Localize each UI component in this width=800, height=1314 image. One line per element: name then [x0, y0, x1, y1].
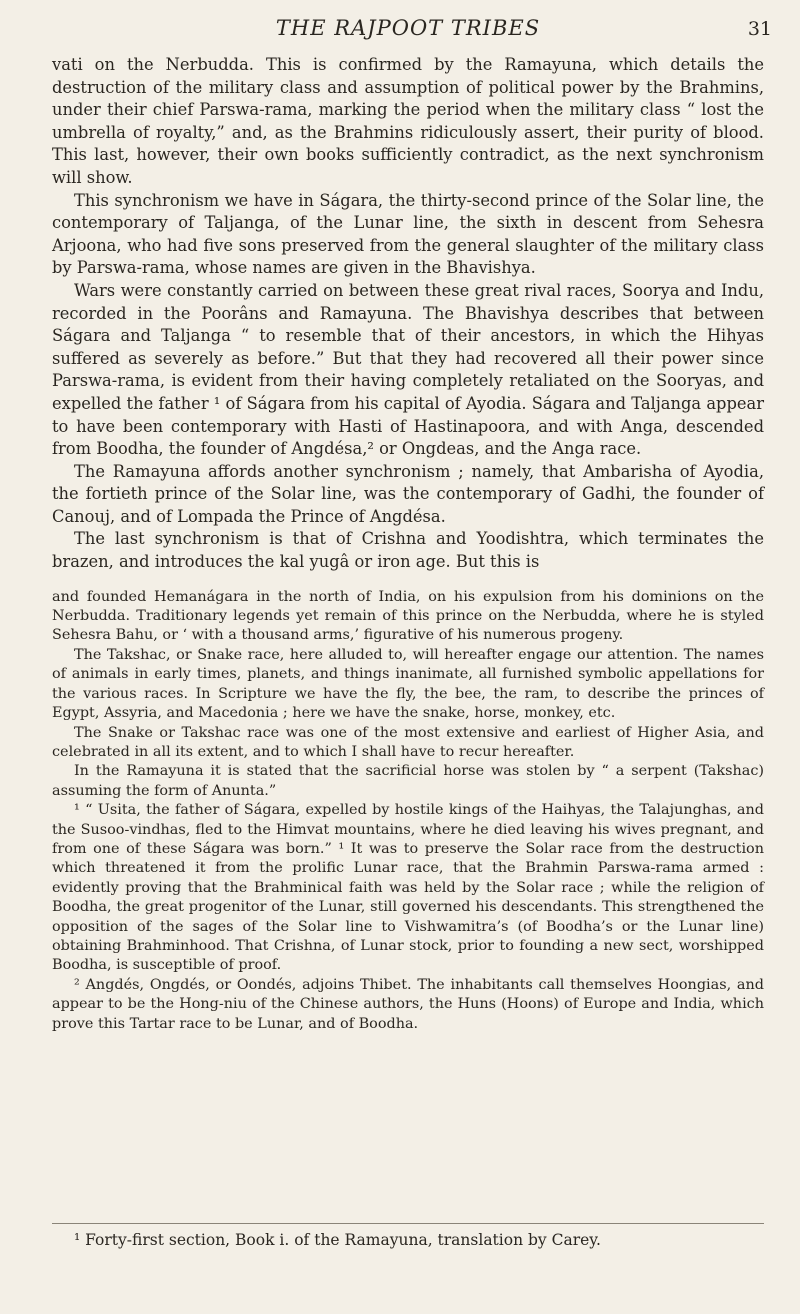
note-paragraph: The Takshac, or Snake race, here alluded to, will hereafter engage our attention. The names of animals in early times, planets, and things inanimate, all furnished symbolic appellations for the various races. In Scripture we have the fly, the bee, the ram, to describe the princes of Egypt, Assyria, and Macedonia ; here we have the snake, horse, monkey, etc.: [52, 646, 764, 722]
page-header: [52, 14, 772, 48]
running-title: THE RAJPOOT TRIBES: [275, 16, 541, 40]
main-text: [52, 54, 764, 574]
footnote-divider: [52, 1223, 764, 1224]
note-paragraph: The Snake or Takshac race was one of the most extensive and earliest of Higher Asia, and celebrated in all its extent, and to which I shall have to recur hereafter.: [52, 724, 764, 760]
note-paragraph: and founded Hemanágara in the north of India, on his expulsion from his dominions on the Nerbudda. Traditionary legends yet remain of this prince on the Nerbudda, where he is styled Sehesra Bahu, or ‘ with a thousand arms,’ figurative of his numerous progeny.: [52, 588, 764, 644]
body-paragraph: This synchronism we have in Ságara, the thirty-second prince of the Solar line, the contemporary of Taljanga, of the Lunar line, the sixth in descent from Sehesra Arjoona, who had five sons preserved from the general slaughter of the military class by Parswa-rama, whose names are given in the Bhavishya.: [52, 190, 764, 278]
note-paragraph: ¹ “ Usita, the father of Ságara, expelled by hostile kings of the Haihyas, the Talajunghas, and the Susoo-vindhas, fled to the Himvat mountains, where he died leaving his wives pregnant, and from one of these Ságara was born.” ¹ It was to preserve the Solar race from the destruction which threatened it from the prolific Lunar race, that the Brahmin Parswa-rama armed : evidently proving that the Brahminical faith was held by the Solar race ; while the religion of Boodha, the great progenitor of the Lunar, still governed his descendants. This strengthened the opposition of the sages of the Solar line to Vishwamitra’s (of Boodha’s or the Lunar line) obtaining Brahminhood. That Crishna, of Lunar stock, prior to founding a new sect, worshipped Boodha, is susceptible of proof.: [52, 802, 764, 974]
notes-text: [52, 588, 764, 1034]
body-paragraph: The Ramayuna affords another synchronism ; namely, that Ambarisha of Ayodia, the fortieth prince of the Solar line, was the contemporary of Gadhi, the founder of Canouj, and of Lompada the Prince of Angdésa.: [52, 461, 764, 526]
bottom-footnote: ¹ Forty-first section, Book i. of the Ramayuna, translation by Carey.: [74, 1231, 601, 1249]
body-paragraph: Wars were constantly carried on between these great rival races, Soorya and Indu, recorded in the Poorâns and Ramayuna. The Bhavishya describes that between Ságara and Taljanga “ to resemble that of their ancestors, in which the Hihyas suffered as severely as before.” But that they had recovered all their power since Parswa-rama, is evident from their having completely retaliated on the Sooryas, and expelled the father ¹ of Ságara from his capital of Ayodia. Ságara and Taljanga appear to have been contemporary with Hasti of Hastinapoora, and with Anga, descended from Boodha, the founder of Angdésa,² or Ongdeas, and the Anga race.: [52, 280, 764, 459]
note-paragraph: ² Angdés, Ongdés, or Oondés, adjoins Thibet. The inhabitants call themselves Hoongias, and appear to be the Hong-niu of the Chinese authors, the Huns (Hoons) of Europe and India, which prove this Tartar race to be Lunar, and of Boodha.: [52, 976, 764, 1032]
body-paragraph: The last synchronism is that of Crishna and Yoodishtra, which terminates the brazen, and introduces the kal yugâ or iron age. But this is: [52, 529, 764, 572]
book-page: [52, 14, 772, 1034]
page-number: 31: [747, 18, 772, 40]
body-paragraph: vati on the Nerbudda. This is confirmed by the Ramayuna, which details the destruction of the military class and assumption of political power by the Brahmins, under their chief Parswa-rama, marking the period when the military class “ lost the umbrella of royalty,” and, as the Brahmins ridiculously assert, their purity of blood. This last, however, their own books sufficiently contradict, as the next synchronism will show.: [52, 55, 764, 187]
note-paragraph: In the Ramayuna it is stated that the sacrificial horse was stolen by “ a serpent (Takshac) assuming the form of Anunta.”: [52, 763, 764, 799]
